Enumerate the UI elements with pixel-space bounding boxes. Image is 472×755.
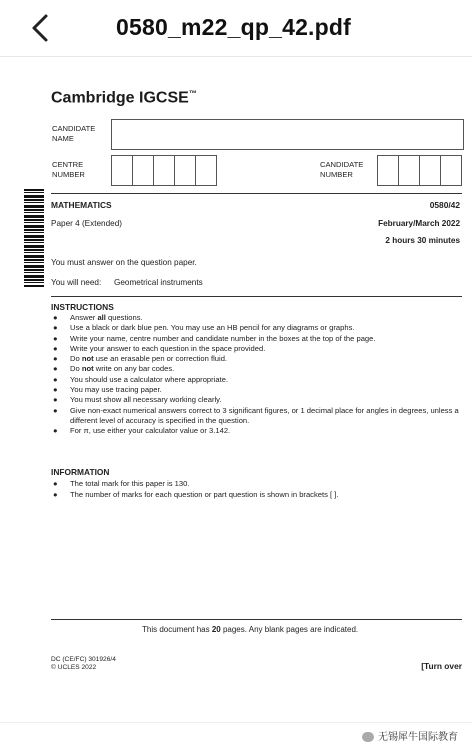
list-item: ● You must show all necessary working clearly.: [53, 395, 222, 405]
digit-box: [153, 155, 175, 186]
brand-title: [51, 89, 197, 107]
candidate-name-label: CANDIDATE NAME: [52, 124, 96, 143]
list-item: ● You may use tracing paper.: [53, 385, 162, 395]
need-label: You will need:: [51, 278, 102, 287]
divider: [51, 193, 462, 194]
turn-over: [Turn over: [421, 661, 462, 671]
divider: [51, 619, 462, 620]
digit-box: [111, 155, 133, 186]
digit-box: [195, 155, 217, 186]
paper-code: 0580/42: [429, 200, 460, 210]
list-item: ● You should use a calculator where appropriate.: [53, 374, 229, 384]
digit-box: [132, 155, 154, 186]
file-title: 0580_m22_qp_42.pdf: [116, 14, 352, 40]
copyright: © UCLES 2022: [51, 664, 97, 671]
information-title: INFORMATION: [51, 467, 110, 477]
centre-number-boxes: [111, 155, 216, 186]
top-bar: [0, 0, 472, 57]
barcode: [24, 189, 44, 287]
digit-box: [440, 155, 462, 186]
instructions-title: INSTRUCTIONS: [51, 302, 114, 312]
digit-box: [398, 155, 420, 186]
list-item: ● Write your name, centre number and candidate number in the boxes at the top of the page.: [53, 333, 376, 343]
information-list: [53, 479, 472, 501]
list-item: ● Write your answer to each question in the space provided.: [53, 343, 266, 353]
watermark: [362, 728, 458, 743]
need-value: Geometrical instruments: [114, 278, 203, 287]
list-item: ● The total mark for this paper is 130.: [53, 479, 190, 488]
list-item: ● Use a black or dark blue pen. You may use an HB pencil for any diagrams or graphs.: [53, 323, 355, 333]
list-item: ● Give non-exact numerical answers correct to 3 significant figures, or 1 decimal place for angles in degrees, unless a different level of accuracy is specified in the question.: [53, 405, 459, 425]
digit-box: [174, 155, 196, 186]
digit-box: [377, 155, 399, 186]
list-item: ● Answer all questions.: [53, 313, 143, 322]
watermark-text: 无锡犀牛国际教育: [378, 732, 458, 743]
list-item: ● Do not use an erasable pen or correction fluid.: [53, 354, 228, 364]
list-item: ● Do not write on any bar codes.: [53, 364, 175, 374]
session: February/March 2022: [378, 219, 460, 228]
wechat-icon: [362, 732, 374, 742]
subject-title: MATHEMATICS: [51, 200, 112, 210]
candidate-number-label: CANDIDATE NUMBER: [320, 160, 364, 179]
paper-name: Paper 4 (Extended): [51, 219, 123, 228]
list-item: ● For π, use either your calculator value or 3.142.: [53, 426, 231, 436]
dc-code: DC (CE/FC) 301926/4: [51, 656, 116, 663]
candidate-name-box: [111, 119, 464, 150]
answer-note: You must answer on the question paper.: [51, 258, 197, 267]
list-item: ● The number of marks for each question or part question is shown in brackets [ ].: [53, 489, 339, 499]
page-count-note: This document has 20 pages. Any blank pages are indicated.: [142, 625, 359, 634]
brand-text: Cambridge IGCSE: [51, 89, 189, 107]
back-button[interactable]: [26, 12, 54, 44]
divider: [51, 296, 462, 297]
candidate-number-boxes: [377, 155, 461, 186]
chevron-left-icon: [26, 12, 54, 44]
duration: 2 hours 30 minutes: [385, 236, 460, 245]
instructions-list: [53, 313, 472, 437]
centre-number-label: CENTRE NUMBER: [52, 160, 85, 179]
digit-box: [419, 155, 441, 186]
trademark: ™: [188, 89, 197, 98]
